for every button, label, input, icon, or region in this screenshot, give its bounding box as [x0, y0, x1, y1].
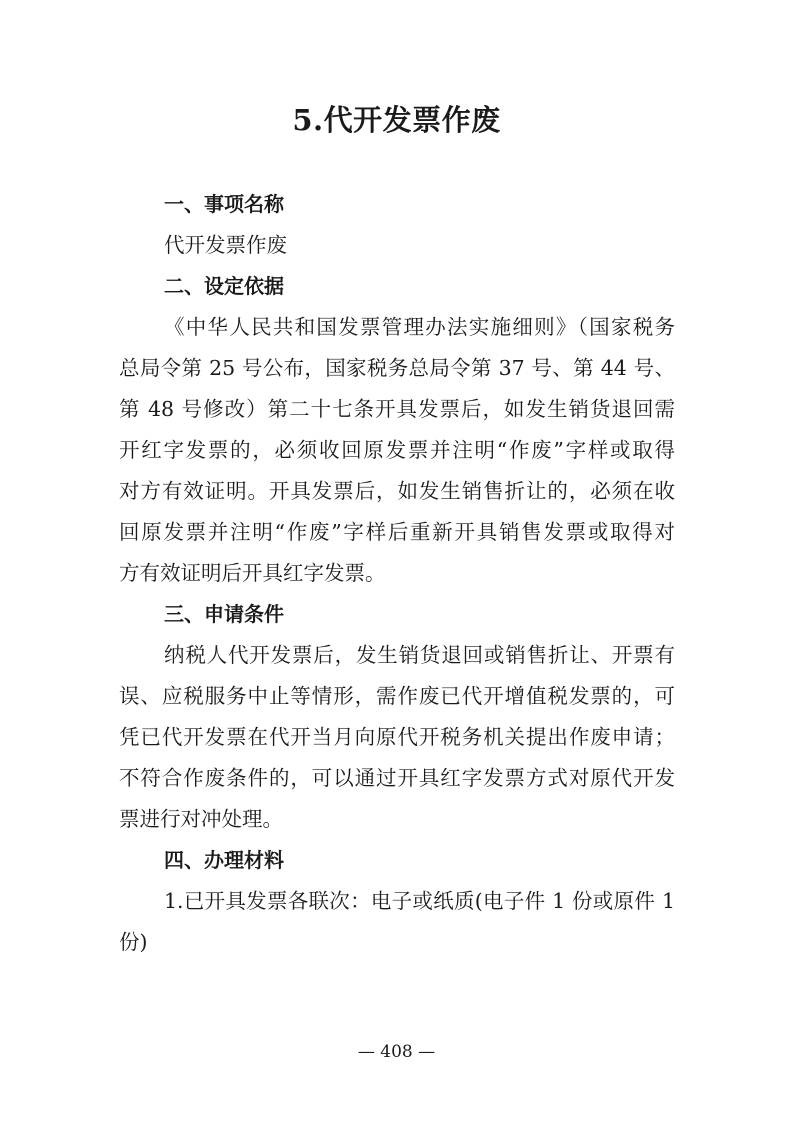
paragraph-line: 份) — [119, 930, 148, 954]
paragraph-line: 不符合作废条件的，可以通过开具红字发票方式对原代开发 — [119, 766, 675, 790]
page-number: — 408 — — [357, 1042, 436, 1062]
section-body-legal-basis — [119, 307, 675, 594]
section-body-conditions — [119, 635, 675, 840]
section-heading-item-name: 一、事项名称 — [164, 192, 284, 216]
paragraph-line: 《中华人民共和国发票管理办法实施细则》（国家税务 — [164, 315, 675, 339]
paragraph-line: 凭已代开发票在代开当月向原代开税务机关提出作废申请； — [119, 725, 675, 749]
section-heading-conditions: 三、申请条件 — [164, 602, 284, 626]
document-body — [119, 184, 675, 963]
paragraph-line: 纳税人代开发票后，发生销货退回或销售折让、开票有 — [164, 643, 675, 667]
paragraph-line: 方有效证明后开具红字发票。 — [119, 561, 386, 585]
paragraph-line: 1.已开具发票各联次：电子或纸质(电子件 1 份或原件 1 — [164, 889, 675, 913]
section-body-materials — [119, 881, 675, 963]
paragraph-line: 开红字发票的，必须收回原发票并注明“作废”字样或取得 — [119, 438, 675, 462]
paragraph-line: 误、应税服务中止等情形，需作废已代开增值税发票的，可 — [119, 684, 675, 708]
paragraph-line: 回原发票并注明“作废”字样后重新开具销售发票或取得对 — [119, 520, 675, 544]
section-heading-materials: 四、办理材料 — [164, 848, 284, 872]
section-heading-legal-basis: 二、设定依据 — [164, 274, 284, 298]
paragraph-line: 第 48 号修改）第二十七条开具发票后，如发生销货退回需 — [119, 397, 675, 421]
paragraph-line: 票进行对冲处理。 — [119, 807, 283, 831]
paragraph-line: 代开发票作废 — [164, 233, 287, 257]
section-body-item-name — [119, 225, 675, 266]
paragraph-line: 总局令第 25 号公布，国家税务总局令第 37 号、第 44 号、 — [119, 356, 675, 380]
paragraph-line: 对方有效证明。开具发票后，如发生销售折让的，必须在收 — [119, 479, 675, 503]
page-title: 5.代开发票作废 — [292, 103, 501, 137]
